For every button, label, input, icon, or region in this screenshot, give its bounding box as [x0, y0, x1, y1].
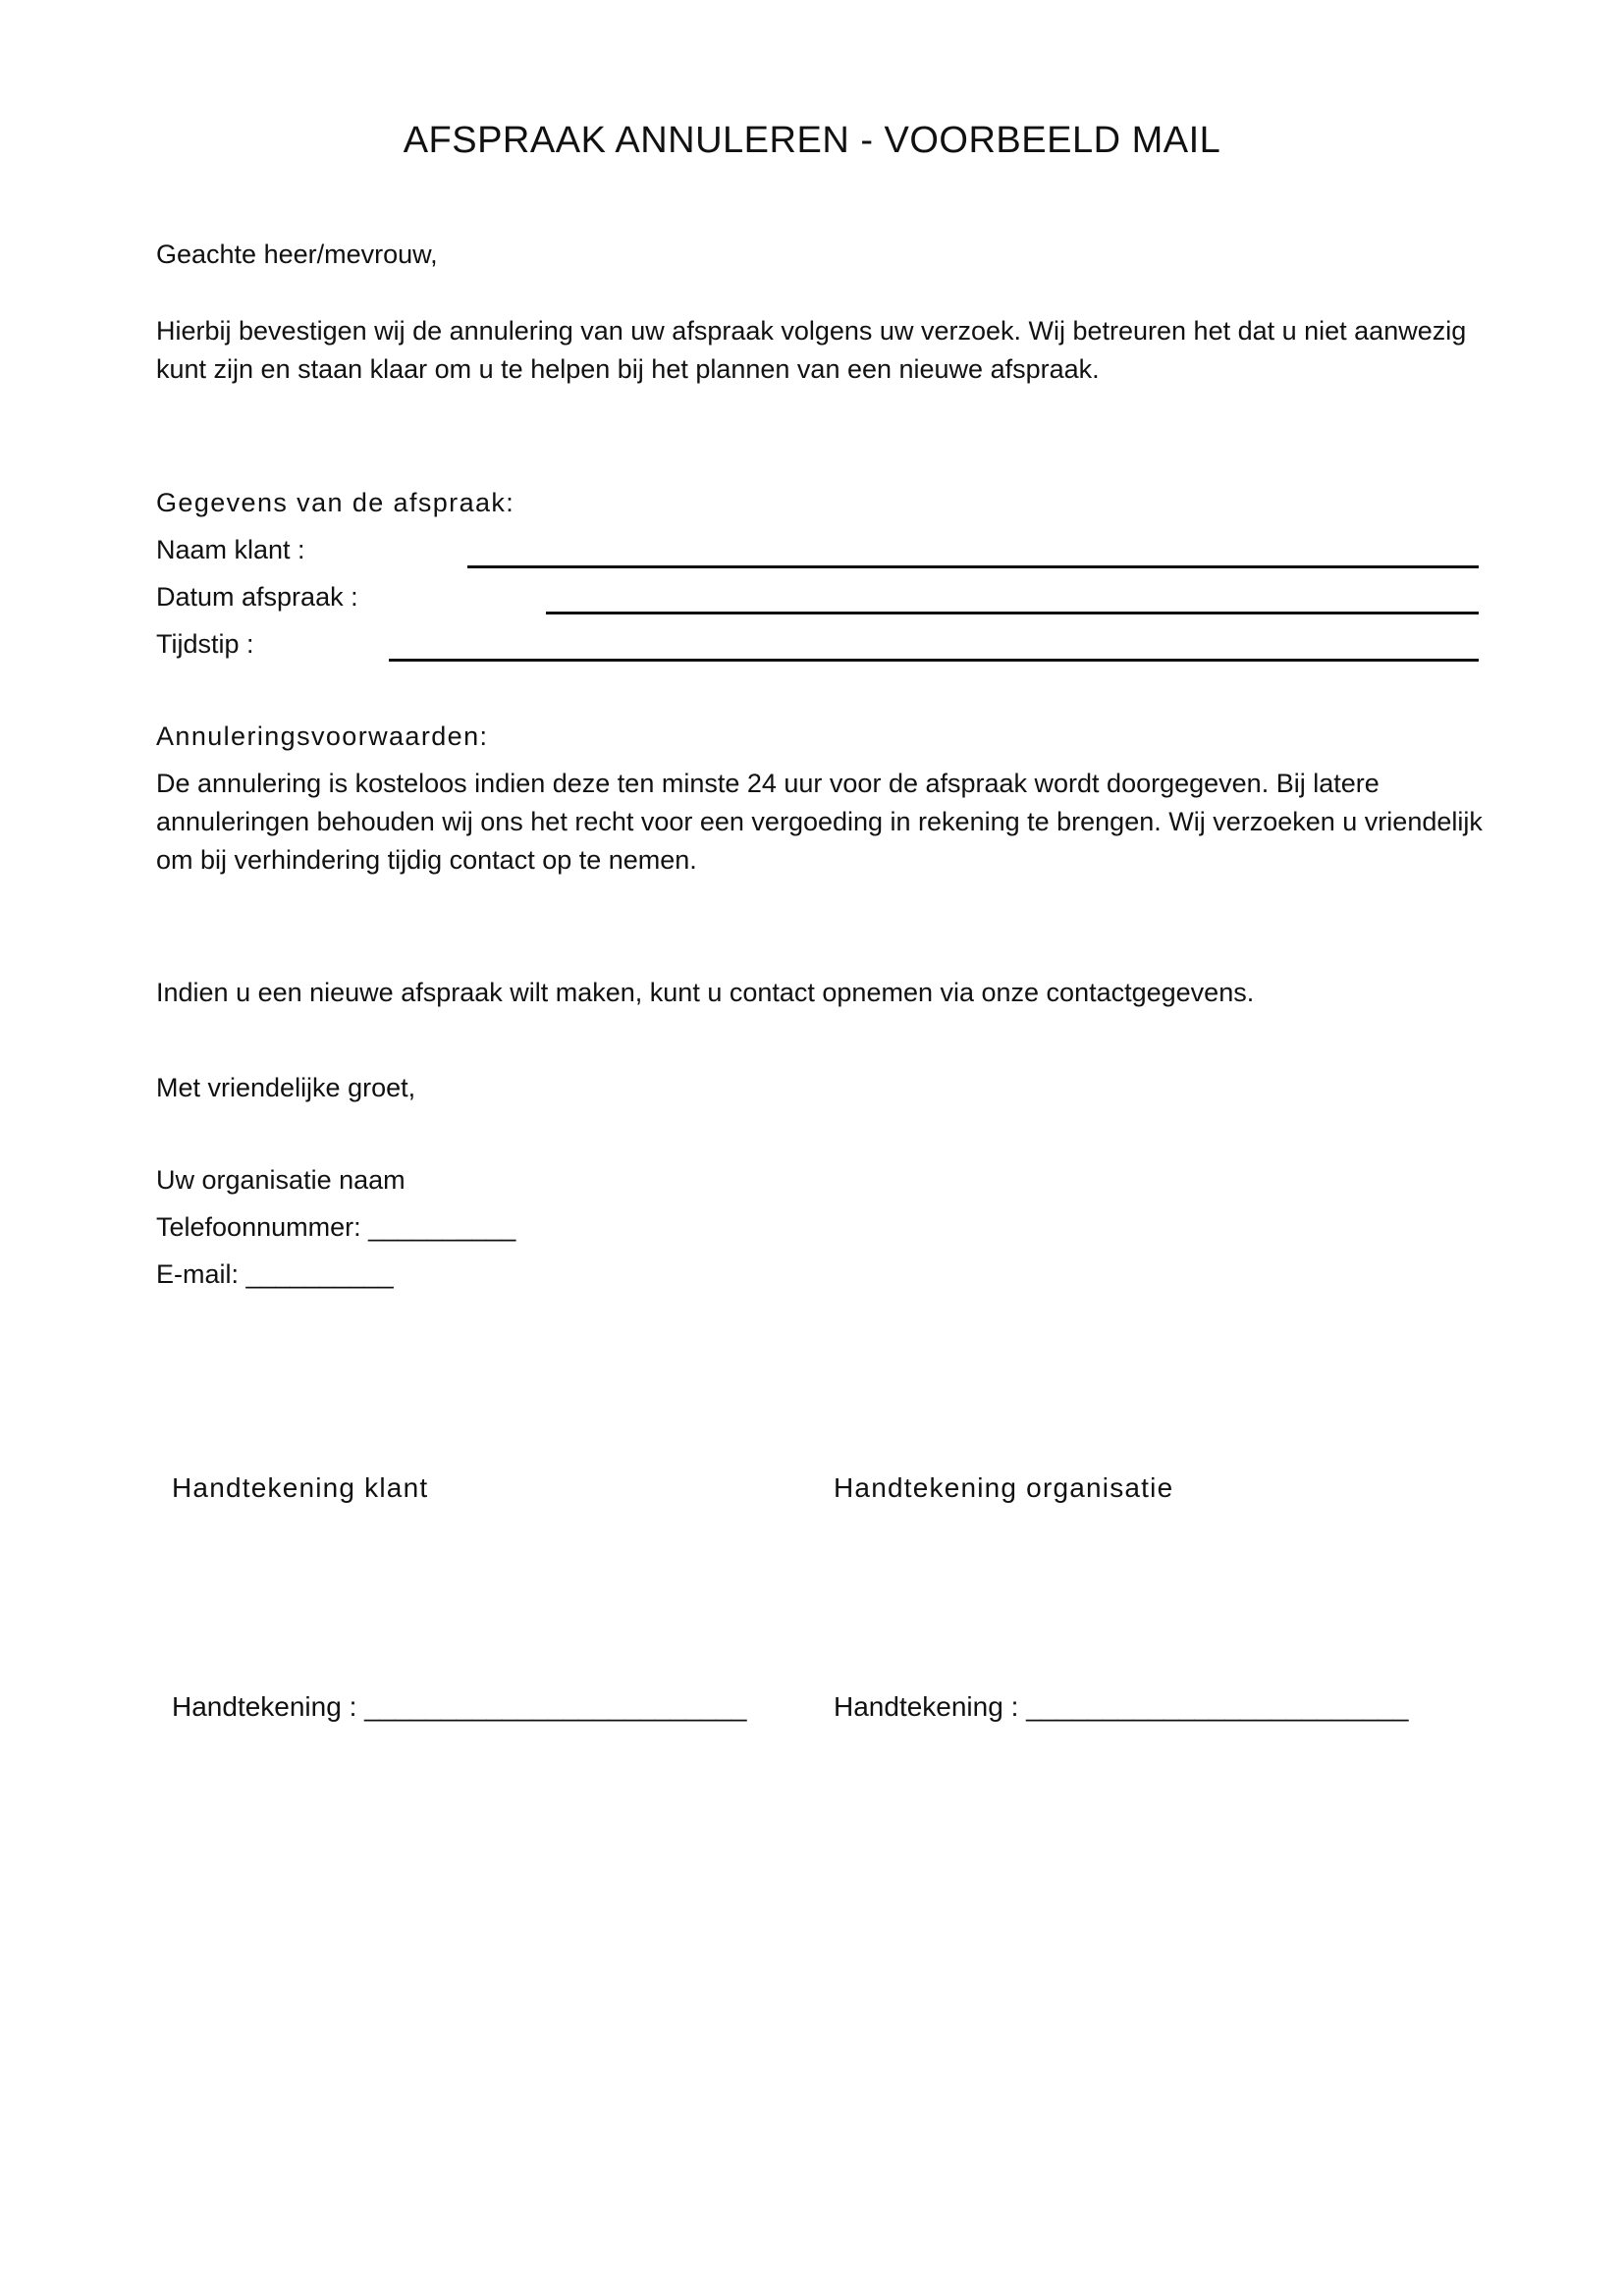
organization-signature-heading: Handtekening organisatie	[834, 1472, 1174, 1503]
closing-greeting: Met vriendelijke groet,	[156, 1073, 416, 1102]
client-signature-line[interactable]: Handtekening : _________________________	[172, 1691, 747, 1722]
details-heading: Gegevens van de afspraak:	[156, 488, 515, 517]
field-line-appointment-date[interactable]	[546, 612, 1479, 614]
new-appointment-text: Indien u een nieuwe afspraak wilt maken, kunt u contact opnemen via onze contactgegevens.	[156, 978, 1255, 1007]
field-line-time[interactable]	[389, 659, 1479, 662]
conditions-heading: Annuleringsvoorwaarden:	[156, 721, 489, 751]
salutation: Geachte heer/mevrouw,	[156, 240, 438, 269]
organization-signature-line[interactable]: Handtekening : _________________________	[834, 1691, 1409, 1722]
organization-name: Uw organisatie naam	[156, 1165, 406, 1195]
email-line: E-mail: __________	[156, 1259, 394, 1289]
client-signature-heading: Handtekening klant	[172, 1472, 429, 1503]
field-line-customer-name[interactable]	[467, 565, 1479, 568]
field-label-time: Tijdstip :	[156, 629, 254, 659]
field-label-appointment-date: Datum afspraak :	[156, 582, 358, 612]
page-title: AFSPRAAK ANNULEREN - VOORBEELD MAIL	[403, 120, 1221, 161]
phone-line: Telefoonnummer: __________	[156, 1212, 516, 1242]
field-label-customer-name: Naam klant :	[156, 535, 305, 564]
intro-paragraph: Hierbij bevestigen wij de annulering van uw afspraak volgens uw verzoek. Wij betreuren het dat u niet aanwezig kunt zijn en staan klaar om u te helpen bij het plannen van een nieuwe afspraak.	[156, 316, 1467, 384]
conditions-paragraph: De annulering is kosteloos indien deze ten minste 24 uur voor de afspraak wordt doorgegeven. Bij latere annuleringen behouden wij ons het recht voor een vergoeding in rekening te brengen. Wij verzoeken u vriendelijk om bij verhindering tijdig contact op te nemen.	[156, 769, 1483, 875]
